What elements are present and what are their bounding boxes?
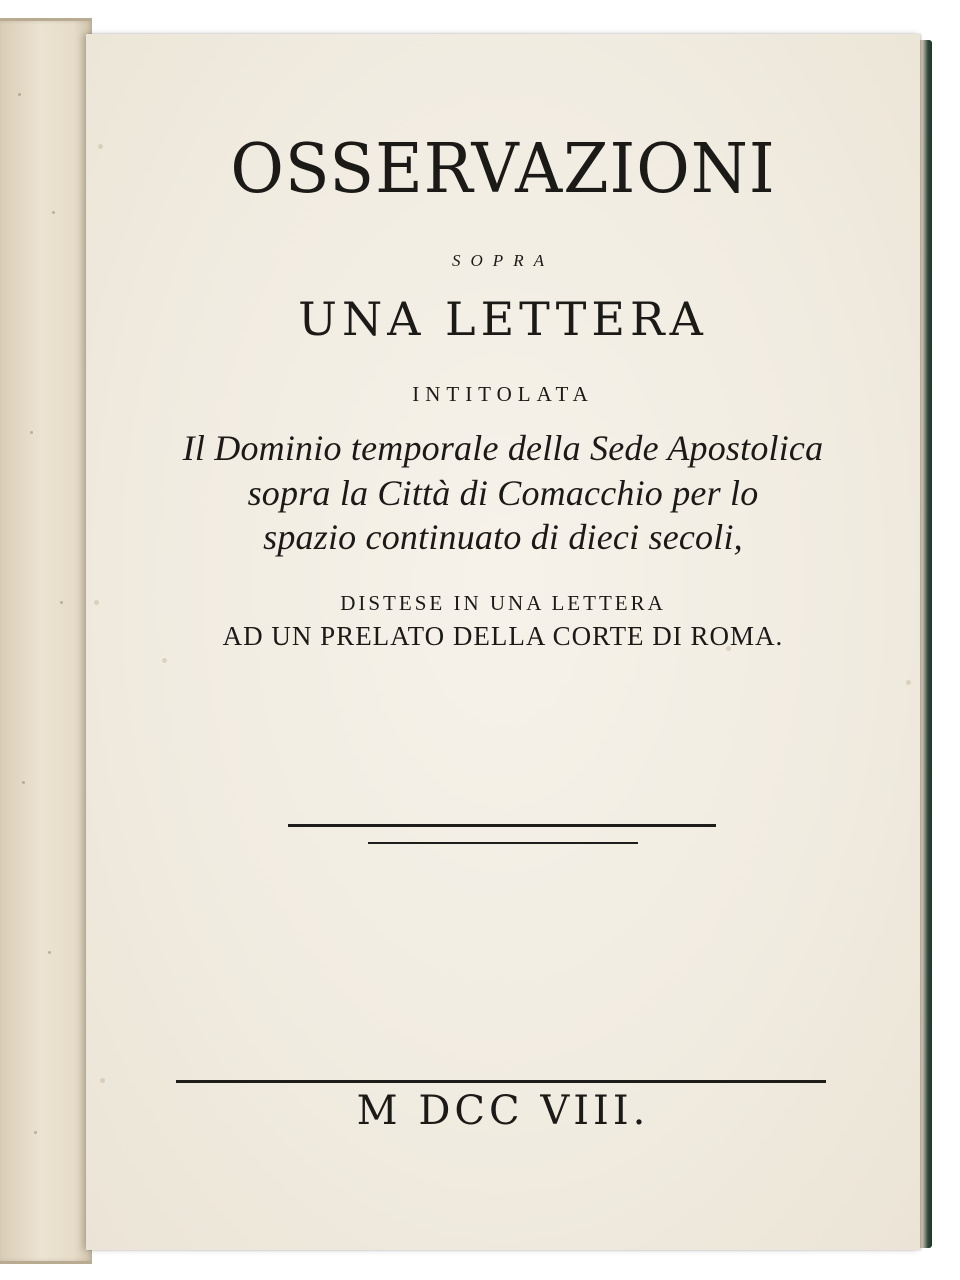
- imprint-rule: [176, 1080, 826, 1083]
- title-intitolata: INTITOLATA: [412, 382, 594, 406]
- left-endpaper: [0, 18, 92, 1264]
- title-prelato: AD UN PRELATO DELLA CORTE DI ROMA.: [222, 621, 784, 651]
- book-subtitle: UNA LETTERA: [298, 292, 708, 346]
- double-rule-bottom: [368, 842, 638, 844]
- italic-title-line-3: spazio continuato di dieci secoli,: [263, 517, 743, 557]
- double-rule-top: [288, 824, 716, 827]
- title-sopra: sopra: [452, 246, 554, 272]
- italic-title-line-1: Il Dominio temporale della Sede Apostolica: [182, 428, 824, 468]
- title-page: [86, 34, 920, 1250]
- book-title: OSSERVAZIONI: [230, 130, 776, 209]
- title-distese: DISTESE IN UNA LETTERA: [340, 591, 666, 615]
- imprint-date: M DCC VIII.: [356, 1088, 650, 1134]
- italic-title-line-2: sopra la Città di Comacchio per lo: [247, 473, 759, 513]
